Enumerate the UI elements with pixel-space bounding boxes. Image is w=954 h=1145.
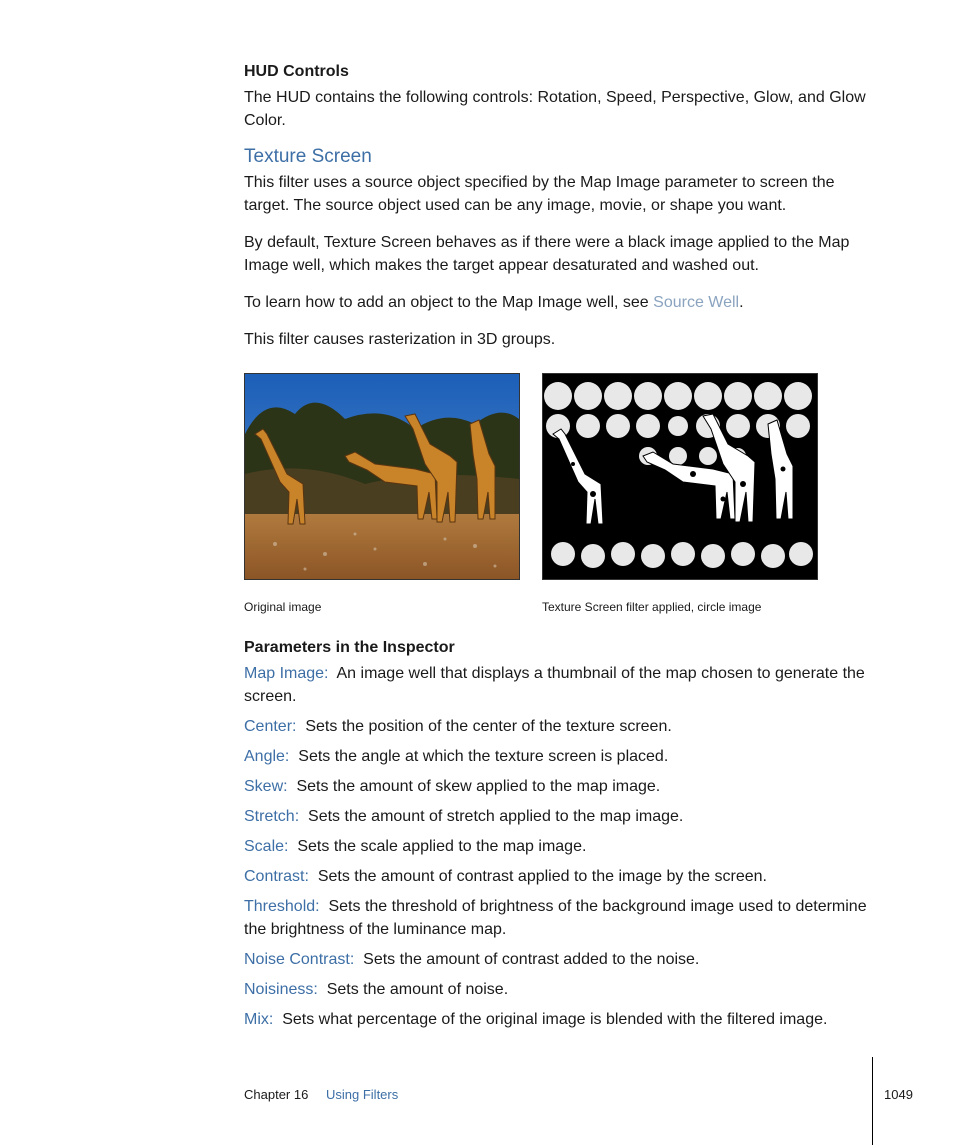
param-term: Stretch: (244, 808, 300, 825)
param-center (244, 715, 884, 738)
hud-heading: HUD Controls (244, 63, 349, 80)
para-2: By default, Texture Screen behaves as if there were a black image applied to the Map Image well, which makes the target appear desaturated and washed out. (244, 234, 850, 274)
left-caption: Original image (244, 600, 322, 614)
param-desc: Sets the amount of noise. (326, 981, 509, 998)
param-term: Noise Contrast: (244, 951, 355, 968)
param-desc: Sets the scale applied to the map image. (297, 838, 587, 855)
para-3-text: To learn how to add an object to the Map Image well, see (244, 294, 654, 311)
param-desc: Sets the angle at which the texture screen is placed. (298, 748, 669, 765)
param-term: Mix: (244, 1011, 274, 1028)
param-desc: Sets the amount of stretch applied to the map image. (308, 808, 684, 825)
hud-text: The HUD contains the following controls: Rotation, Speed, Perspective, Glow, and Glow Color. (244, 89, 866, 129)
param-desc: Sets what percentage of the original image is blended with the filtered image. (282, 1011, 828, 1028)
param-angle (244, 745, 884, 768)
param-term: Map Image: (244, 665, 329, 682)
param-contrast (244, 865, 884, 888)
param-term: Threshold: (244, 898, 320, 915)
params-heading: Parameters in the Inspector (244, 639, 455, 656)
param-threshold (244, 895, 884, 941)
para-3 (244, 291, 884, 314)
para-4: This filter causes rasterization in 3D groups. (244, 331, 556, 348)
footer-divider (872, 1057, 873, 1145)
param-term: Contrast: (244, 868, 309, 885)
param-desc: Sets the amount of contrast added to the noise. (363, 951, 700, 968)
param-map-image (244, 662, 884, 708)
param-desc: Sets the amount of contrast applied to the image by the screen. (317, 868, 767, 885)
param-scale (244, 835, 884, 858)
source-well-link[interactable]: Source Well (653, 294, 740, 311)
param-skew (244, 775, 884, 798)
param-mix (244, 1008, 884, 1031)
param-term: Skew: (244, 778, 288, 795)
param-desc: Sets the position of the center of the texture screen. (305, 718, 672, 735)
para-3-end: . (739, 294, 744, 311)
page-number: 1049 (884, 1087, 913, 1102)
section-title: Texture Screen (244, 146, 372, 167)
original-image (244, 373, 520, 580)
texture-screen-image (542, 373, 818, 580)
param-term: Scale: (244, 838, 289, 855)
param-term: Center: (244, 718, 297, 735)
param-stretch (244, 805, 884, 828)
param-desc: Sets the threshold of brightness of the background image used to determine the brightness of the luminance map. (244, 898, 867, 938)
right-caption: Texture Screen filter applied, circle image (542, 600, 762, 614)
footer-chapter-title[interactable]: Using Filters (326, 1087, 399, 1102)
param-noise-contrast (244, 948, 884, 971)
footer-chapter: Chapter 16 (244, 1087, 309, 1102)
param-desc: Sets the amount of skew applied to the map image. (296, 778, 661, 795)
param-desc: An image well that displays a thumbnail of the map chosen to generate the screen. (244, 665, 865, 705)
param-term: Angle: (244, 748, 290, 765)
param-noisiness (244, 978, 884, 1001)
param-term: Noisiness: (244, 981, 318, 998)
para-1: This filter uses a source object specified by the Map Image parameter to screen the target. The source object used can be any image, movie, or shape you want. (244, 174, 835, 214)
